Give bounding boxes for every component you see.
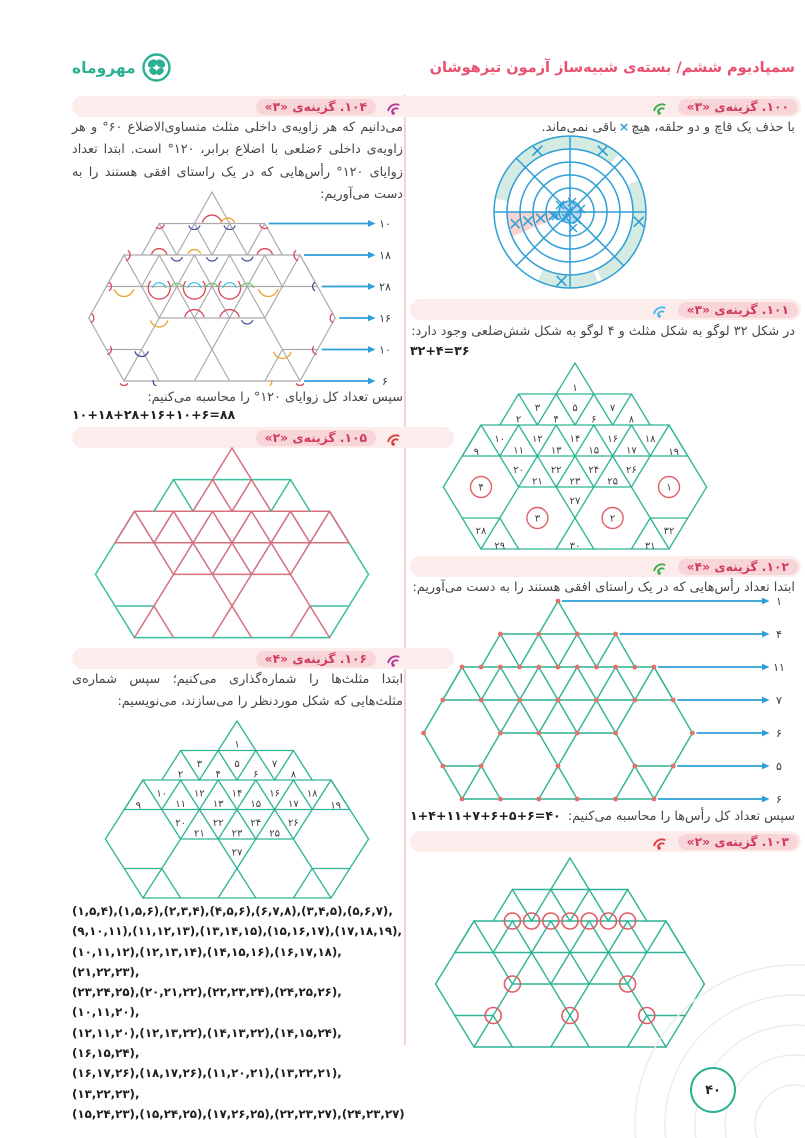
svg-text:۱۶: ۱۶ (379, 311, 391, 325)
q103-heading (410, 831, 801, 852)
svg-text:۱۰: ۱۰ (379, 343, 391, 357)
svg-text:۱۴: ۱۴ (231, 788, 243, 800)
q104-body: می‌دانیم که هر زاویه‌ی داخلی مثلث متساوی‌الاضلاع ۶۰° و هر زاویه‌ی داخلی ۶ضلعی با اضلاع برابر، ۱۲۰° است. ابتدا تعداد زوایای ۱۲۰° رأس‌هایی که در یک راستای افقی هستند را به دست می‌آوریم: (72, 120, 404, 203)
svg-text:۲۱: ۲۱ (194, 828, 205, 840)
svg-text:۲۷: ۲۷ (231, 847, 243, 859)
svg-text:۲۳: ۲۳ (569, 476, 581, 488)
svg-text:۱۴: ۱۴ (569, 433, 581, 445)
svg-text:۴: ۴ (553, 414, 559, 426)
q102-heading (410, 556, 801, 577)
q102-label: ۱۰۲. گزینه‌ی «۴» (678, 559, 798, 575)
svg-text:۲۷: ۲۷ (569, 495, 581, 507)
svg-text:۲۹: ۲۹ (494, 540, 506, 552)
butterfly-logo-icon (141, 52, 172, 83)
q104-conclusion: سپس تعداد کل زوایای ۱۲۰° را محاسبه می‌کنیم: (147, 390, 403, 405)
svg-text:۲۸: ۲۸ (379, 280, 391, 294)
q100-body: با حذف یک قاچ و دو حلقه، هیچ×باقی نمی‌ماند. (541, 120, 795, 135)
svg-text:۱۰: ۱۰ (494, 433, 506, 445)
q102-conclusion: سپس تعداد کل رأس‌ها را محاسبه می‌کنیم: ۱+۴+۱۱+۷+۶+۵+۶=۴۰ (410, 808, 795, 824)
svg-text:۱: ۱ (776, 596, 782, 608)
svg-text:۱۳: ۱۳ (550, 445, 562, 457)
svg-text:۲۳: ۲۳ (231, 828, 243, 840)
svg-text:۲۲: ۲۲ (550, 464, 562, 476)
svg-text:۱: ۱ (234, 739, 240, 751)
svg-text:۱۳: ۱۳ (212, 799, 224, 811)
q105-label: ۱۰۵. گزینه‌ی «۲» (256, 430, 376, 446)
publisher-logo (72, 52, 172, 83)
q100-label: ۱۰۰. گزینه‌ی «۳» (678, 99, 798, 115)
corner-decoration (560, 940, 805, 1138)
svg-text:۲: ۲ (515, 414, 522, 426)
vertex-count-diagram (410, 596, 795, 806)
q106-body: ابتدا مثلث‌ها را شماره‌گذاری می‌کنیم؛ سپس شماره‌ی مثلث‌هایی که شکل موردنظر را می‌سازند، می‌نویسیم: (72, 672, 403, 710)
tuple-line: (۲۳,۲۴,۲۵),(۲۰,۲۱,۲۲),(۲۲,۲۳,۲۴),(۲۴,۲۵,۲۶),(۱۰,۱۱,۲۰), (72, 985, 342, 1020)
page-number-badge (690, 1067, 736, 1113)
wifi-icon (648, 557, 672, 577)
svg-text:۲۵: ۲۵ (269, 828, 280, 840)
svg-text:۸: ۸ (290, 769, 297, 781)
wifi-icon (648, 832, 672, 852)
triangle-combinations-list (72, 901, 405, 1124)
svg-text:۴: ۴ (215, 769, 221, 781)
svg-text:۱۷: ۱۷ (288, 799, 299, 811)
q100-heading (410, 96, 801, 117)
svg-text:۱۵: ۱۵ (588, 445, 600, 457)
svg-text:۶: ۶ (253, 769, 259, 781)
svg-text:۱۸: ۱۸ (644, 433, 656, 445)
blue-x-mark: × (618, 120, 630, 135)
tuple-line: (۱۵,۲۴,۲۳),(۱۵,۲۴,۲۵),(۱۷,۲۶,۲۵),(۲۲,۲۳,۲۷),(۲۴,۲۳,۲۷) (72, 1106, 405, 1121)
svg-text:۱۲: ۱۲ (532, 433, 543, 445)
svg-text:۲۸: ۲۸ (475, 526, 487, 538)
tuple-line: (۱,۵,۴),(۱,۵,۶),(۲,۳,۴),(۴,۵,۶),(۶,۷,۸),(۳,۴,۵),(۵,۶,۷), (72, 904, 393, 918)
svg-text:۱۱: ۱۱ (175, 799, 186, 811)
q101-heading (410, 299, 801, 320)
svg-text:۵: ۵ (776, 759, 782, 773)
q106-label: ۱۰۶. گزینه‌ی «۴» (256, 651, 376, 667)
svg-text:۶: ۶ (591, 414, 597, 426)
svg-text:۱۰: ۱۰ (156, 788, 168, 800)
numbered-logo-grid-diagram (410, 356, 740, 556)
page-header (72, 52, 795, 83)
svg-text:۹: ۹ (473, 446, 479, 458)
wifi-icon (648, 300, 672, 320)
q106-heading (72, 648, 454, 669)
q101-body: در شکل ۳۲ لوگو به شکل مثلث و ۴ لوگو به شکل شش‌ضلعی وجود دارد: (411, 324, 795, 339)
two-color-grid-diagram (72, 444, 403, 646)
q102-equation: ۱+۴+۱۱+۷+۶+۵+۶=۴۰ (410, 808, 561, 823)
svg-text:۲۱: ۲۱ (532, 476, 543, 488)
q103-label: ۱۰۳. گزینه‌ی «۲» (678, 834, 798, 850)
svg-text:۲۵: ۲۵ (607, 476, 618, 488)
svg-text:۱۹: ۱۹ (330, 800, 342, 812)
svg-text:۷: ۷ (776, 693, 782, 707)
svg-text:۳۲: ۳۲ (663, 526, 675, 538)
svg-text:۱: ۱ (572, 382, 578, 394)
svg-text:۳: ۳ (196, 758, 203, 770)
svg-text:۲۶: ۲۶ (288, 817, 299, 829)
svg-text:۸: ۸ (628, 414, 635, 426)
target-rings-diagram (410, 133, 740, 293)
publisher-name: مهروماه (72, 58, 136, 77)
svg-text:۱۸: ۱۸ (306, 788, 318, 800)
svg-text:۳۰: ۳۰ (569, 540, 581, 552)
svg-text:۶: ۶ (382, 374, 388, 386)
svg-text:۳: ۳ (534, 513, 541, 525)
svg-text:۳: ۳ (534, 402, 541, 414)
svg-text:۲۲: ۲۲ (212, 817, 224, 829)
page-title: سمپادیوم ششم/ بسته‌ی شبیه‌ساز آزمون تیزهوشان (429, 59, 795, 76)
wifi-icon (382, 97, 406, 117)
svg-text:۲۴: ۲۴ (250, 817, 262, 829)
svg-text:۱۹: ۱۹ (668, 446, 680, 458)
wifi-icon (382, 649, 406, 669)
q101-equation: ۳۲+۴=۳۶ (410, 343, 470, 358)
svg-text:۶: ۶ (776, 792, 782, 806)
numbered-triangles-diagram (72, 716, 403, 902)
svg-text:۱۷: ۱۷ (626, 445, 637, 457)
svg-text:۲: ۲ (177, 769, 184, 781)
angles-count-diagram (72, 186, 403, 386)
svg-text:۱: ۱ (666, 482, 672, 494)
svg-text:۲۴: ۲۴ (588, 464, 600, 476)
wifi-icon (648, 97, 672, 117)
q104-equation: ۱۰+۱۸+۲۸+۱۶+۱۰+۶=۸۸ (72, 407, 236, 422)
tuple-line: (۱۰,۱۱,۱۲),(۱۲,۱۳,۱۴),(۱۴,۱۵,۱۶),(۱۶,۱۷,۱۸),(۲۱,۲۲,۲۳), (72, 944, 342, 979)
svg-text:۱۱: ۱۱ (773, 660, 785, 674)
tuple-line: (۱۶,۱۷,۲۶),(۱۸,۱۷,۲۶),(۱۱,۲۰,۲۱),(۱۳,۲۲,۲۱),(۱۳,۲۲,۲۳), (72, 1066, 342, 1101)
svg-text:۱۶: ۱۶ (269, 788, 280, 800)
svg-text:۶: ۶ (776, 726, 782, 740)
svg-text:۷: ۷ (271, 758, 278, 770)
svg-text:۲۰: ۲۰ (513, 464, 524, 476)
q104-label: ۱۰۴. گزینه‌ی «۳» (256, 99, 376, 115)
svg-text:۵: ۵ (572, 402, 578, 414)
svg-text:۱۶: ۱۶ (607, 433, 618, 445)
page-number: ۴۰ (705, 1082, 721, 1098)
svg-text:۱۲: ۱۲ (194, 788, 205, 800)
svg-text:۷: ۷ (609, 402, 616, 414)
tuple-line: (۱۲,۱۱,۲۰),(۱۲,۱۳,۲۲),(۱۴,۱۳,۲۲),(۱۴,۱۵,۲۴),(۱۶,۱۵,۲۴), (72, 1025, 342, 1061)
svg-text:۱۸: ۱۸ (379, 248, 391, 262)
svg-text:۹: ۹ (135, 800, 141, 812)
q102-body: ابتدا تعداد رأس‌هایی که در یک راستای افقی هستند را به دست می‌آوریم: (412, 580, 795, 595)
q101-label: ۱۰۱. گزینه‌ی «۳» (678, 302, 798, 318)
svg-text:۲: ۲ (609, 513, 616, 525)
svg-text:۲۶: ۲۶ (626, 464, 637, 476)
svg-text:۱۰: ۱۰ (379, 217, 391, 231)
q104-heading (72, 96, 454, 117)
tuple-line: (۹,۱۰,۱۱),(۱۱,۱۲,۱۳),(۱۳,۱۴,۱۵),(۱۵,۱۶,۱۷),(۱۷,۱۸,۱۹), (72, 924, 402, 939)
svg-text:۴: ۴ (478, 482, 484, 494)
svg-text:۴: ۴ (776, 627, 782, 641)
svg-text:۳۱: ۳۱ (644, 540, 656, 552)
svg-text:۲۰: ۲۰ (175, 817, 186, 829)
svg-text:۱۱: ۱۱ (513, 445, 524, 457)
svg-text:۱۵: ۱۵ (250, 799, 262, 811)
svg-text:۵: ۵ (234, 758, 240, 770)
